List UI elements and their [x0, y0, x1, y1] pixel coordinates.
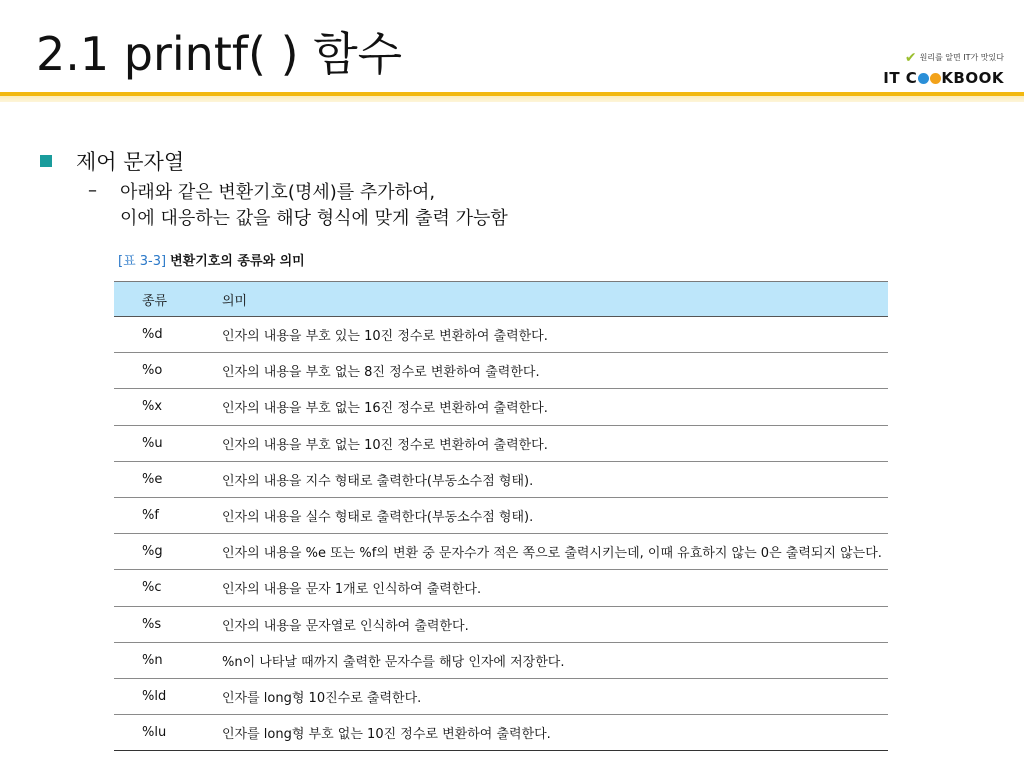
spec-cell: %n [114, 642, 220, 678]
spec-cell: %e [114, 461, 220, 497]
spec-cell: %f [114, 497, 220, 533]
meaning-cell: 인자의 내용을 지수 형태로 출력한다(부동소수점 형태). [220, 461, 888, 497]
logo-tagline [904, 49, 1004, 66]
meaning-cell: 인자를 long형 10진수로 출력한다. [220, 678, 888, 714]
logo-brand [883, 69, 1004, 87]
column-header-type: 종류 [114, 282, 220, 317]
table-row [114, 497, 888, 533]
table-row [114, 389, 888, 425]
sub-bullet-line-1: 아래와 같은 변환기호(명세)를 추가하여, [120, 182, 436, 203]
table-row [114, 461, 888, 497]
dash-bullet: – [88, 180, 97, 201]
table-row [114, 534, 888, 570]
orange-dot-icon [930, 73, 941, 84]
table-row [114, 642, 888, 678]
blue-dot-icon [918, 73, 929, 84]
spec-cell: %s [114, 606, 220, 642]
logo-tagline-text: 원리를 알면 IT가 맛있다 [919, 53, 1004, 62]
logo-brand-part2: KBOOK [941, 69, 1004, 87]
meaning-cell: 인자의 내용을 실수 형태로 출력한다(부동소수점 형태). [220, 497, 888, 533]
meaning-cell: 인자의 내용을 문자열로 인식하여 출력한다. [220, 606, 888, 642]
spec-cell: %c [114, 570, 220, 606]
meaning-cell: %n이 나타날 때까지 출력한 문자수를 해당 인자에 저장한다. [220, 642, 888, 678]
sub-bullet-item [88, 180, 508, 232]
sub-bullet-text [120, 180, 508, 232]
table-caption-tag: [표 3-3] [118, 254, 167, 269]
bullet-item [40, 146, 184, 176]
spec-cell: %ld [114, 678, 220, 714]
table-row [114, 570, 888, 606]
meaning-cell: 인자의 내용을 %e 또는 %f의 변환 중 문자수가 적은 쪽으로 출력시키는데, 이때 유효하지 않는 0은 출력되지 않는다. [220, 534, 888, 570]
meaning-cell: 인자의 내용을 부호 있는 10진 정수로 변환하여 출력한다. [220, 317, 888, 353]
spec-cell: %d [114, 317, 220, 353]
table-caption-title: 변환기호의 종류와 의미 [170, 254, 305, 269]
meaning-cell: 인자의 내용을 문자 1개로 인식하여 출력한다. [220, 570, 888, 606]
header-band-shadow [0, 96, 1024, 102]
meaning-cell: 인자의 내용을 부호 없는 10진 정수로 변환하여 출력한다. [220, 425, 888, 461]
bullet-text: 제어 문자열 [76, 150, 185, 174]
table-row [114, 606, 888, 642]
slide-title: 2.1 printf( ) 함수 [36, 27, 403, 81]
table-header-row [114, 282, 888, 317]
checkmark-icon: ✔ [904, 49, 917, 66]
table-row [114, 678, 888, 714]
table-row [114, 425, 888, 461]
spec-cell: %lu [114, 715, 220, 751]
table-row [114, 353, 888, 389]
table-row [114, 715, 888, 751]
conversion-spec-table [114, 281, 888, 751]
spec-cell: %x [114, 389, 220, 425]
table-caption [118, 250, 305, 269]
spec-cell: %u [114, 425, 220, 461]
it-cookbook-logo [864, 49, 1004, 92]
column-header-meaning: 의미 [220, 282, 888, 317]
meaning-cell: 인자의 내용을 부호 없는 8진 정수로 변환하여 출력한다. [220, 353, 888, 389]
spec-cell: %g [114, 534, 220, 570]
logo-brand-part1: IT C [883, 69, 918, 87]
sub-bullet-line-2: 이에 대응하는 값을 해당 형식에 맞게 출력 가능함 [120, 208, 508, 229]
square-bullet-icon [40, 155, 52, 167]
table-row [114, 317, 888, 353]
meaning-cell: 인자의 내용을 부호 없는 16진 정수로 변환하여 출력한다. [220, 389, 888, 425]
meaning-cell: 인자를 long형 부호 없는 10진 정수로 변환하여 출력한다. [220, 715, 888, 751]
spec-cell: %o [114, 353, 220, 389]
